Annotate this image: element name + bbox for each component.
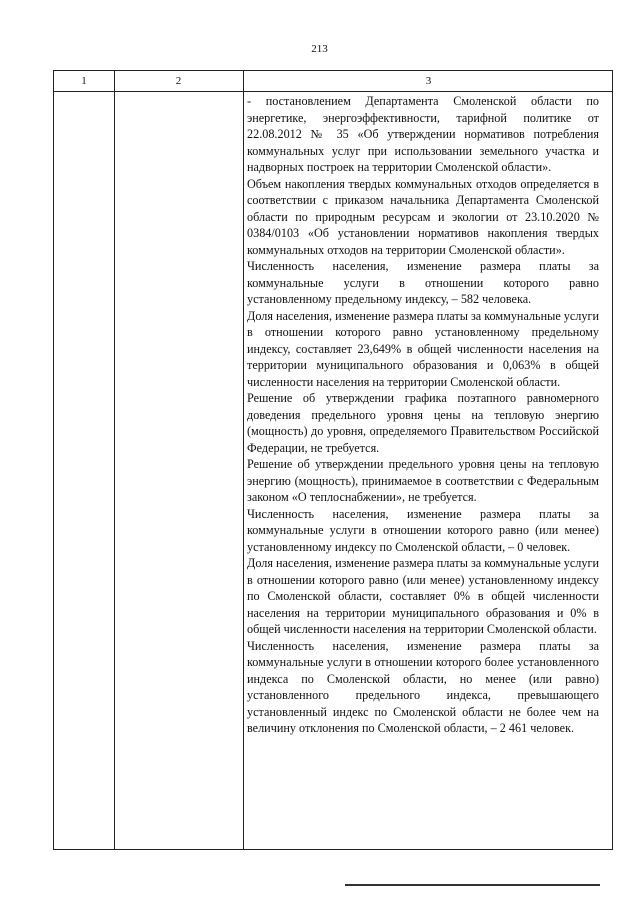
column-divider-2 xyxy=(243,71,244,849)
document-table xyxy=(53,70,613,850)
paragraph: Объем накопления твердых коммунальных отходов определяется в соответствии с приказом начальника Департамента Смоленской области по природным ресурсам и экологии от 23.10.2020 № 0384/0103 «Об установлении нормативов накопления твердых коммунальных отходов на территории Смоленской области». xyxy=(247,176,599,257)
column-header-2: 2 xyxy=(175,75,182,87)
footer-rule xyxy=(345,884,600,886)
header-divider xyxy=(54,91,612,92)
column-header-1: 1 xyxy=(81,75,87,87)
column-divider-1 xyxy=(114,71,115,849)
page-number: 213 xyxy=(311,43,328,55)
column-header-3: 3 xyxy=(425,75,432,87)
paragraph: - постановлением Департамента Смоленской области по энергетике, энергоэффективности, тарифной политике от 22.08.2012 № 35 «Об утверждении нормативов потребления коммунальных услуг при использовании земельного участка и надворных построек на территории Смоленской области». xyxy=(247,94,599,174)
paragraph: Решение об утверждении предельного уровня цены на тепловую энергию (мощность), принимаемое в соответствии с Федеральным законом «О теплоснабжении», не требуется. xyxy=(247,457,599,504)
paragraph: Доля населения, изменение размера платы за коммунальные услуги в отношении которого равно установленному предельному индексу, составляет 23,649% в общей численности населения на территории муниципального образования и 0,063% в общей численности населения на территории Смоленской области. xyxy=(247,308,599,389)
paragraph: Решение об утверждении графика поэтапного равномерного доведения предельного уровня цены на тепловую энергию (мощность) до уровня, определяемого Правительством Российской Федерации, не требуется. xyxy=(247,391,599,455)
paragraph: Численность населения, изменение размера платы за коммунальные услуги в отношении которого равно установленному предельному индексу, – 582 человека. xyxy=(247,259,599,306)
column-3-content xyxy=(247,93,599,737)
paragraph: Доля населения, изменение размера платы за коммунальные услуги в отношении которого равно (или менее) установленному индексу по Смоленской области, составляет 0% в общей численности населения на территории муниципального образования и 0% в общей численности населения на территории Смоленской области. xyxy=(247,556,599,636)
paragraph: Численность населения, изменение размера платы за коммунальные услуги в отношении которого равно (или менее) установленному индексу по Смоленской области, – 0 человек. xyxy=(247,506,599,554)
paragraph: Численность населения, изменение размера платы за коммунальные услуги в отношении которого более установленного индекса по Смоленской области, но менее (или равно) установленного предельного индекса, превышающего установленный индекс по Смоленской области не более чем на величину отклонения по Смоленской области, – 2 461 человек. xyxy=(247,638,599,735)
